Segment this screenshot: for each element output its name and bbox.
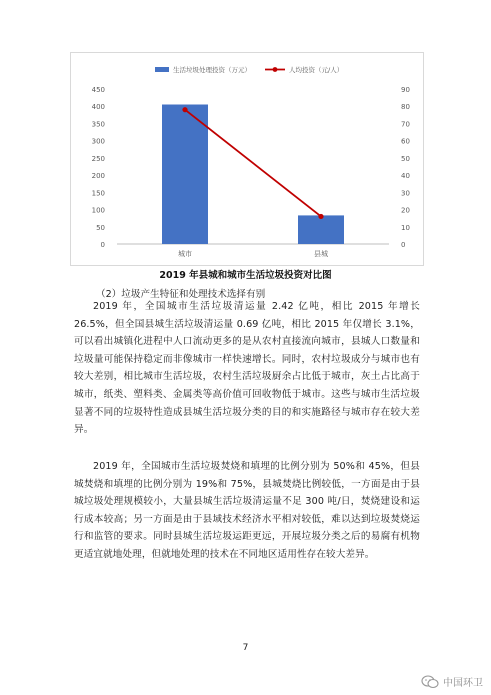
wechat-icon [421,675,439,689]
section-heading: （2）垃圾产生特征和处理技术选择有别 [96,289,266,300]
y-right-tick-label: 90 [401,86,410,94]
investment-chart [70,52,424,266]
y-left-tick-label: 250 [91,154,105,163]
y-right-tick-label: 0 [401,241,406,249]
legend-line-label: 人均投资（元/人） [289,66,344,74]
legend-bar-label: 生活垃圾处理投资（万元） [173,66,251,74]
y-right-tick-label: 80 [401,103,410,112]
figure-caption: 2019 年县城和城市生活垃圾投资对比图 [159,270,332,281]
bar [162,105,208,245]
watermark [421,674,483,689]
y-left-tick-label: 50 [96,223,105,232]
y-left-tick-label: 450 [91,86,105,94]
y-left-tick-label: 300 [91,137,105,146]
paragraph-2: 2019 年，全国城市生活垃圾焚烧和填埋的比例分别为 50%和 45%，但县城焚烧和填埋的比例分别为 19%和 75%，县城焚烧比例较低，一方面是由于县城垃圾处理规模较小，大量县城生活垃圾清运量不足 300 吨/日，焚烧建设和运行成本较高；另一方面是由于县域技术经济水平相对较低，难以达到垃圾焚烧运行和监管的要求。同时县城生活垃圾运距更远，开展垃圾分类之后的易腐有机物更适宜就地处理，但就地处理的技术在不同地区适用性存在较大差异。 [74,461,420,560]
legend-line-marker [273,67,278,72]
y-left-tick-label: 350 [91,120,105,129]
y-left-tick-label: 400 [91,103,105,112]
y-left-tick-label: 0 [100,241,105,249]
y-left-tick-label: 150 [91,189,105,198]
page-number: 7 [242,643,249,653]
y-left-tick-label: 100 [91,206,105,215]
y-right-tick-label: 70 [401,120,410,129]
y-right-tick-label: 40 [401,172,410,181]
y-right-tick-label: 10 [401,223,410,232]
y-right-tick-label: 30 [401,189,410,198]
y-right-tick-label: 50 [401,154,410,163]
watermark-text: 中国环卫 [443,678,483,689]
x-tick-label: 城市 [178,250,192,258]
x-tick-label: 县城 [314,250,328,258]
line-point [318,214,323,219]
line-point [182,107,187,112]
y-right-tick-label: 60 [401,137,410,146]
chart-svg [71,53,423,265]
y-left-tick-label: 200 [91,172,105,181]
legend-bar-swatch [155,67,169,72]
y-right-tick-label: 20 [401,206,410,215]
paragraph-1: 2019 年，全国城市生活垃圾清运量 2.42 亿吨，相比 2015 年增长 26.5%，但全国县城生活垃圾清运量 0.69 亿吨，相比 2015 年仅增长 3.1%，可以看出城镇化进程中人口流动更多的是从农村直接流向城市，县城人口数量和垃圾量可能保持稳定而非像城市一样快速增长。同时，农村垃圾成分与城市也有较大差别，相比城市生活垃圾，农村生活垃圾厨余占比低于城市，灰土占比高于城市，纸类、塑料类、金属类等高价值可回收物低于城市。这些与城市生活垃圾显著不同的垃圾特性造成县城生活垃圾分类的目的和实施路径与城市存在较大差异。 [74,301,420,436]
bar [298,215,344,244]
